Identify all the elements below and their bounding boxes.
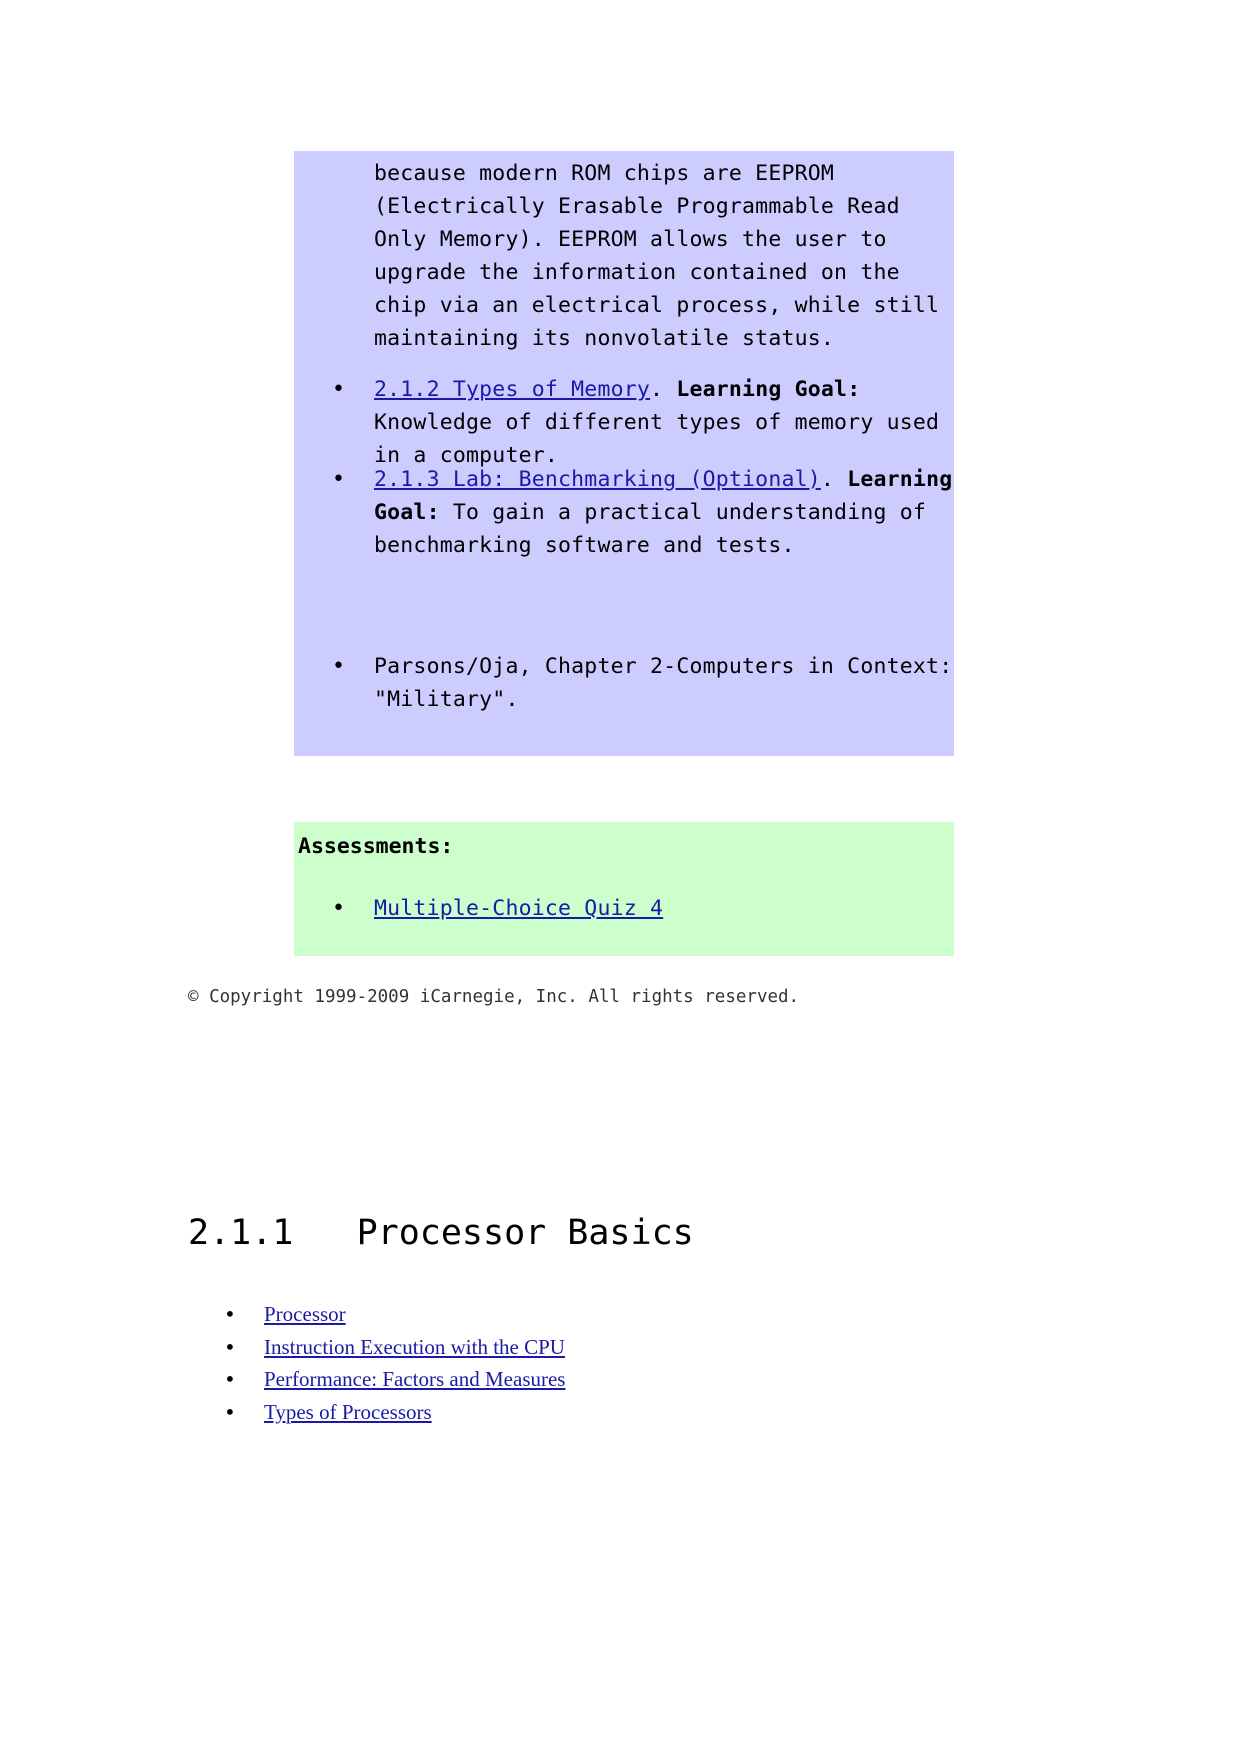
section-toc [220, 1298, 820, 1428]
benchmarking-lab-link[interactable]: 2.1.3 Lab: Benchmarking (Optional) [374, 467, 821, 492]
bullet-icon: • [224, 1399, 236, 1424]
assessments-box [294, 822, 954, 956]
rom-paragraph: because modern ROM chips are EEPROM (Electrically Erasable Programmable Read Only Memory). EEPROM allows the user to upgrade the information contained on the chip via an electrical process, while still maintaining its nonvolatile status. [374, 161, 940, 351]
bullet-icon: • [224, 1367, 236, 1391]
bullet-icon: • [224, 1302, 236, 1326]
toc-link-processor[interactable]: Processor [264, 1302, 346, 1326]
toc-item [220, 1363, 820, 1396]
section-title: 2.1.1 Processor Basics [188, 1213, 694, 1253]
toc-item [220, 1331, 820, 1364]
learning-goal-label: Learning Goal: [676, 377, 861, 402]
learning-goal-text: Knowledge of different types of memory used in a computer. [374, 410, 940, 468]
toc-link-instruction-execution[interactable]: Instruction Execution with the CPU [264, 1334, 565, 1359]
learning-goal-text: To gain a practical understanding of benchmarking software and tests. [374, 500, 927, 558]
bullet-icon: • [332, 377, 345, 402]
toc-item [220, 1396, 820, 1429]
learning-goal-label: Learning Goal: [374, 467, 953, 525]
overview-box: because modern ROM chips are EEPROM (Electrically Erasable Programmable Read Only Memory). EEPROM allows the user to upgrade the information contained on the chip via an electrical process, while still maintaining its nonvolatile status. • 2.1.2 Types of Memory. Learning Goal: Knowledge of different types of memory used in a computer. • 2.1.3 Lab: Benchmarking (Optional). Learning Goal: To gain a practical understanding of benchmarking software and tests. • Parsons/Oja, Chapter 2-Computers in Context: "Military". [294, 151, 954, 756]
toc-link-performance[interactable]: Performance: Factors and Measures [264, 1367, 566, 1391]
toc-link-types-of-processors[interactable]: Types of Processors [264, 1399, 432, 1424]
quiz-link[interactable]: Multiple-Choice Quiz 4 [374, 896, 664, 921]
bullet-icon: • [332, 654, 345, 679]
toc-item [220, 1298, 820, 1331]
copyright-text: © Copyright 1999-2009 iCarnegie, Inc. All rights reserved. [188, 987, 800, 1007]
assessments-heading: Assessments: [298, 834, 454, 859]
bullet-icon: • [332, 467, 345, 492]
bullet-icon: • [224, 1334, 236, 1359]
types-of-memory-link[interactable]: 2.1.2 Types of Memory [374, 377, 651, 402]
bullet-icon: • [332, 896, 345, 921]
reading-text: Parsons/Oja, Chapter 2-Computers in Context: "Military". [374, 654, 953, 712]
